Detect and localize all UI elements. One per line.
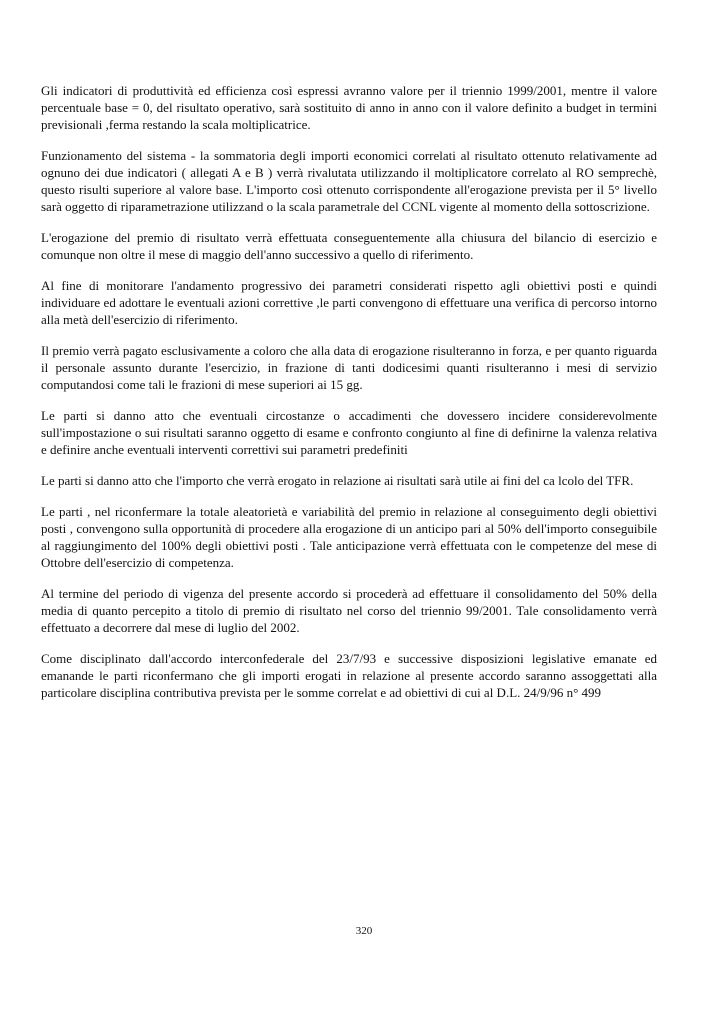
paragraph-monitoraggio: Al fine di monitorare l'andamento progressivo dei parametri considerati rispetto agli obiettivi posti e quindi individuare ed adottare le eventuali azioni correttive ,le parti convengono di effettuare una verifica di percorso intorno alla metà dell'esercizio di riferimento. <box>41 278 657 327</box>
paragraph-erogazione: L'erogazione del premio di risultato verrà effettuata conseguentemente alla chiusura del bilancio di esercizio e comunque non oltre il mese di maggio dell'anno successivo a quello di riferimento. <box>41 230 657 262</box>
page-number: 320 <box>355 925 373 937</box>
paragraph-circostanze: Le parti si danno atto che eventuali circostanze o accadimenti che dovessero incidere considerevolmente sull'impostazione o sui risultati saranno oggetto di esame e confronto congiunto al fine di definirne la valenza relativa e definire anche eventuali interventi correttivi sui parametri predefiniti <box>41 408 657 457</box>
paragraph-indicatori: Gli indicatori di produttività ed efficienza così espressi avranno valore per il triennio 1999/2001, mentre il valore percentuale base = 0, del risultato operativo, sarà sostituito di anno in anno con il valore definito a budget in termini previsionali ,ferma restando la scala moltiplicatrice. <box>41 83 657 132</box>
body-text <box>41 82 657 715</box>
paragraph-funzionamento: Funzionamento del sistema - la sommatoria degli importi economici correlati al risultato ottenuto relativamente ad ognuno dei due indicatori ( allegati A e B ) verrà rivalutata utilizzando il moltiplicatore correlato al RO semprechè, questo risulti superiore al valore base. L'importo così ottenuto corrispondente all'erogazione prevista per il 5° livello sarà oggetto di riparametrazione utilizzand o la scala parametrale del CCNL vigente al momento della sottoscrizione. <box>41 148 657 214</box>
paragraph-tfr: Le parti si danno atto che l'importo che verrà erogato in relazione ai risultati sarà utile ai fini del ca lcolo del TFR. <box>41 473 634 488</box>
paragraph-disciplina-contributiva: Come disciplinato dall'accordo interconfederale del 23/7/93 e successive disposizioni legislative emanate ed emanande le parti riconfermano che gli importi erogati in relazione al presente accordo saranno assoggettati alla particolare disciplina contributiva prevista per le somme correlat e ad obiettivi di cui al D.L. 24/9/96 n° 499 <box>41 651 657 700</box>
paragraph-anticipo: Le parti , nel riconfermare la totale aleatorietà e variabilità del premio in relazione al conseguimento degli obiettivi posti , convengono sulla opportunità di procedere alla erogazione di un anticipo pari al 50% dell'importo conseguibile al raggiungimento del 100% degli obiettivi posti . Tale anticipazione verrà effettuata con le competenze del mese di Ottobre dell'esercizio di competenza. <box>41 504 657 570</box>
paragraph-consolidamento: Al termine del periodo di vigenza del presente accordo si procederà ad effettuare il consolidamento del 50% della media di quanto percepito a titolo di premio di risultato nel corso del triennio 99/2001. Tale consolidamento verrà effettuato a decorrere dal mese di luglio del 2002. <box>41 586 657 635</box>
paragraph-pagamento: Il premio verrà pagato esclusivamente a coloro che alla data di erogazione risulteranno in forza, e per quanto riguarda il personale assunto durante l'esercizio, in frazione di tanti dodicesimi quanti risulteranno i mesi di servizio computandosi come tali le frazioni di mese superiori ai 15 gg. <box>41 343 657 392</box>
